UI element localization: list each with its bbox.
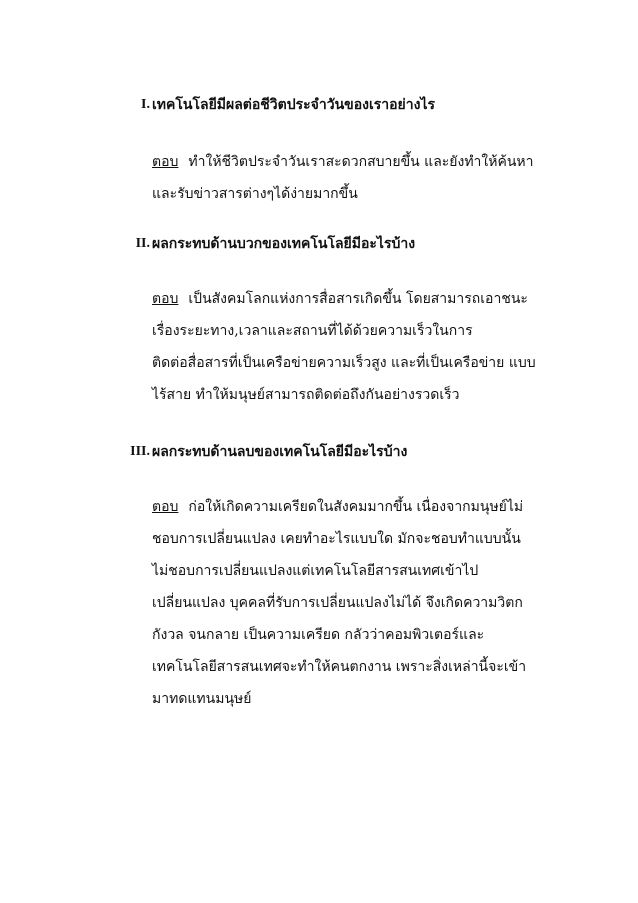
answer-block — [152, 152, 582, 216]
answer-line — [152, 152, 582, 184]
answer-block — [152, 289, 582, 417]
answer-text: ก่อให้เกิดความเครียดในสังคมมากขึ้น เนื่องจากมนุษย์ไม่ — [188, 499, 524, 515]
answer-line: ไม่ชอบการเปลี่ยนแปลงแต่เทคโนโลยีสารสนเทศเข้าไป — [152, 563, 479, 579]
answer-line: เปลี่ยนแปลง บุคคลที่รับการเปลี่ยนแปลงไม่ได้ จึงเกิดความวิตก — [152, 595, 523, 611]
answer-label: ตอบ — [152, 154, 179, 170]
answer-label: ตอบ — [152, 499, 179, 515]
section-question: ผลกระทบด้านลบของเทคโนโลยีมีอะไรบ้าง — [152, 444, 408, 460]
answer-line: มาทดแทนมนุษย์ — [152, 691, 252, 707]
answer-line: เรื่องระยะทาง,เวลาและสถานที่ได้ด้วยความเร็วในการ — [152, 323, 473, 339]
answer-text: เป็นสังคมโลกแห่งการสื่อสารเกิดขึ้น โดยสามารถเอาชนะ — [188, 291, 528, 307]
section-number: I. — [141, 97, 150, 112]
answer-line: ชอบการเปลี่ยนแปลง เคยทำอะไรแบบใด มักจะชอบทำแบบนั้น — [152, 531, 521, 547]
answer-line: ติดต่อสื่อสารที่เป็นเครือข่ายความเร็วสูง และที่เป็นเครือข่าย แบบ — [152, 355, 536, 371]
answer-line: และรับข่าวสารต่างๆได้ง่ายมากขึ้น — [152, 186, 358, 202]
section-question: ผลกระทบด้านบวกของเทคโนโลยีมีอะไรบ้าง — [152, 236, 416, 252]
answer-label: ตอบ — [152, 291, 179, 307]
section-number: III. — [130, 444, 150, 459]
answer-line — [152, 289, 582, 321]
answer-line: กังวล จนกลาย เป็นความเครียด กลัวว่าคอมพิวเตอร์และ — [152, 627, 485, 643]
answer-block — [152, 497, 582, 721]
answer-text: ทำให้ชีวิตประจำวันเราสะดวกสบายขึ้น และยังทำให้ค้นหา — [188, 154, 534, 170]
answer-line: ไร้สาย ทำให้มนุษย์สามารถติดต่อถึงกันอย่างรวดเร็ว — [152, 387, 460, 403]
section-question: เทคโนโลยีมีผลต่อชีวิตประจำวันของเราอย่างไร — [152, 97, 436, 113]
answer-line: เทคโนโลยีสารสนเทศจะทำให้คนตกงาน เพราะสิ่งเหล่านี้จะเข้า — [152, 659, 527, 675]
answer-line — [152, 497, 582, 529]
section-number: II. — [135, 236, 150, 251]
